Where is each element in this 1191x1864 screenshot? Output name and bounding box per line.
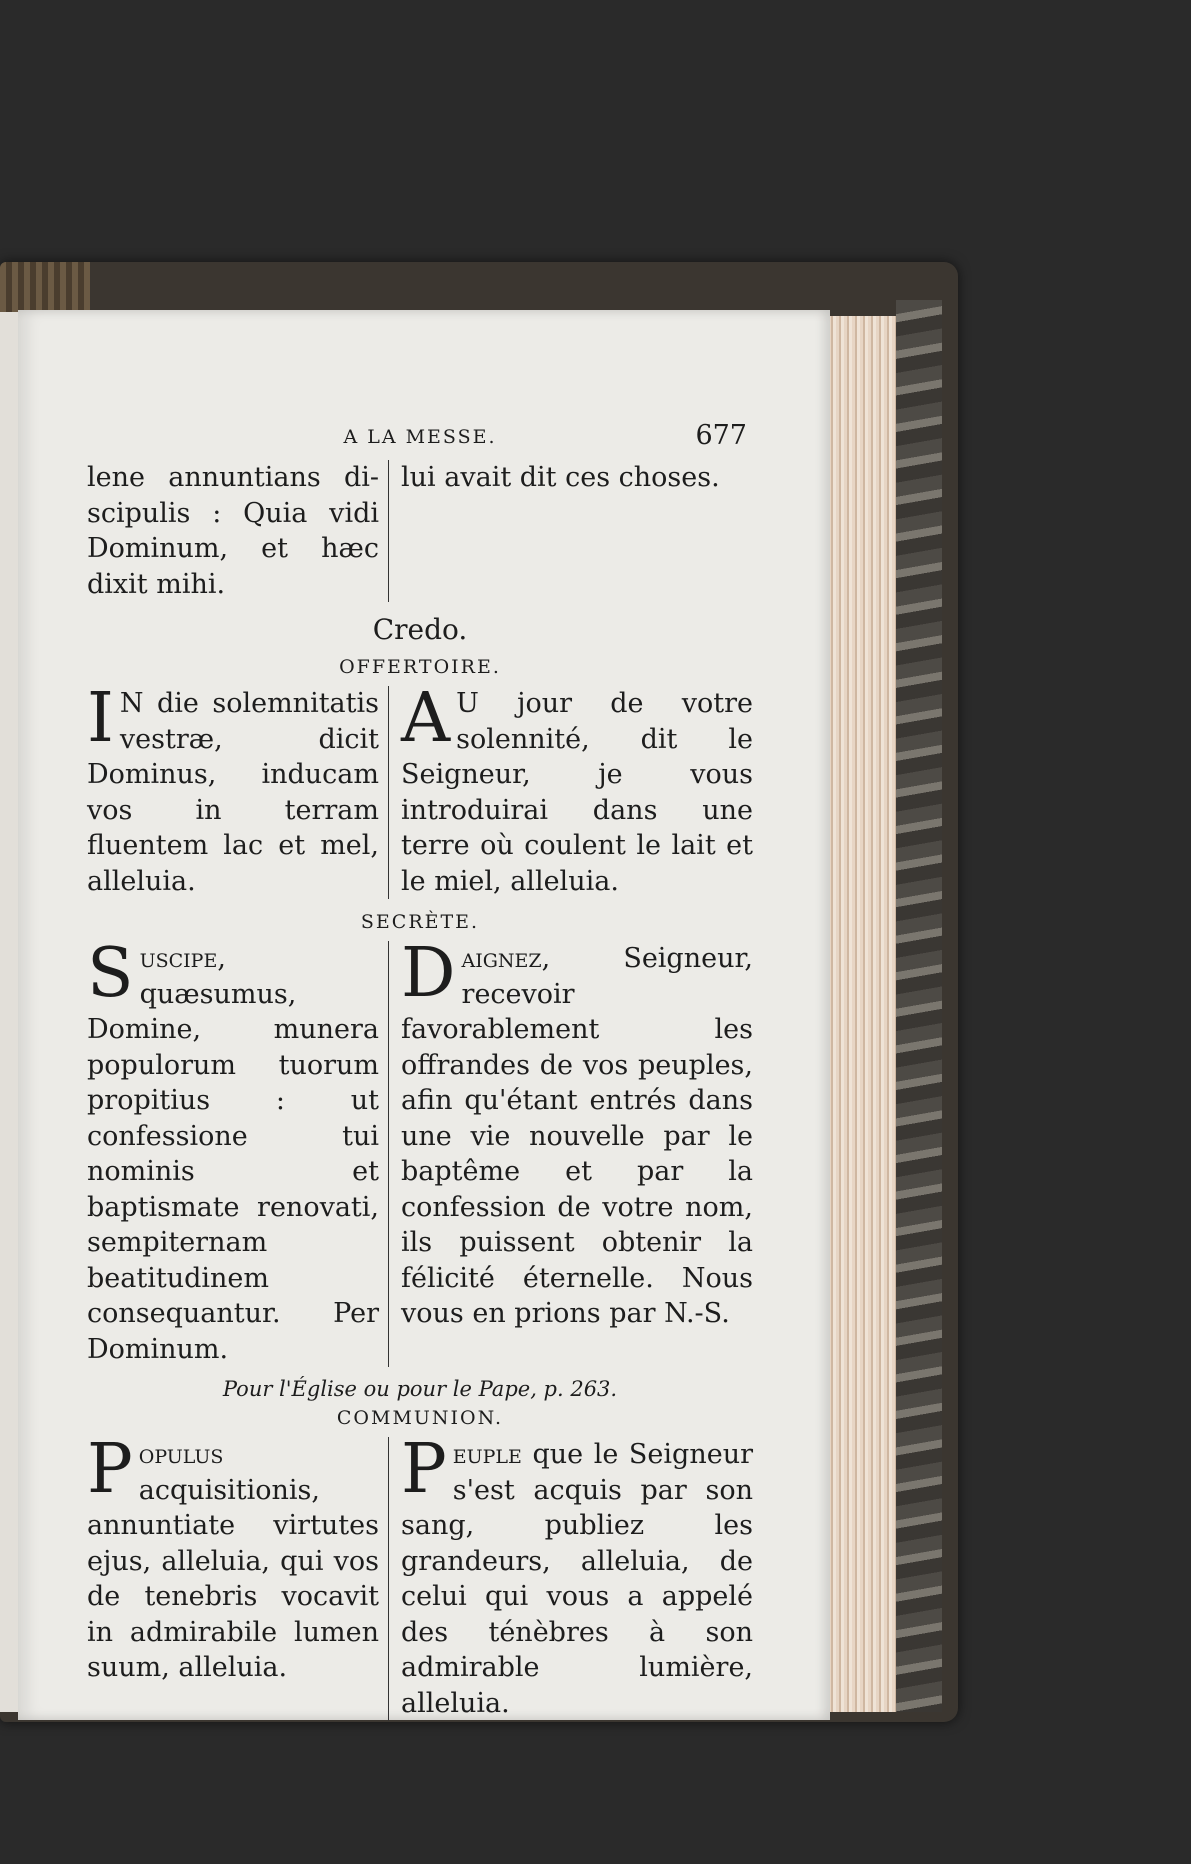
secrete-columns: [87, 934, 753, 1367]
rubric-note: Pour l'Église ou pour le Pape, p. 263.: [222, 1377, 618, 1401]
communion-latin: [87, 1430, 389, 1721]
offertoire-french: [389, 679, 753, 899]
facing-page-edge: [0, 312, 18, 1712]
paragraph-text: , Seigneur, recevoir favorablement les offrandes de vos peuples, afin qu'étant entrés dans une vie nouvelle par le baptême et par la confession de votre nom, ils puissent obtenir la félicité éternelle. Nous vous en prions par N.-S.: [401, 943, 753, 1329]
paragraph-text: die solemnitatis vestræ, dicit Dominus, inducam vos in terram fluentem lac et mel, alleluia.: [87, 688, 379, 897]
offertoire-columns: [87, 679, 753, 899]
top-latin: lene annuntians di-scipulis : Quia vidi Dominum, et hæc dixit mihi.: [87, 460, 389, 602]
communion-french: [389, 1430, 753, 1721]
offertoire-latin: [87, 679, 389, 899]
secrete-heading: SECRÈTE.: [360, 911, 480, 933]
credo-line: Credo.: [372, 613, 468, 646]
offertoire-heading: OFFERTOIRE.: [339, 656, 501, 678]
drop-cap: P: [401, 1430, 447, 1509]
running-header: [87, 420, 753, 460]
small-caps-word: opulus: [138, 1439, 224, 1470]
drop-cap: P: [87, 1430, 133, 1509]
small-caps-word: aignez: [461, 943, 542, 974]
drop-cap: S: [87, 934, 134, 1013]
paragraph-text: acquisitionis, annuntiate virtutes ejus, alleluia, qui vos de tenebris vocavit in admirabile lumen suum, alleluia.: [87, 1474, 379, 1683]
drop-cap: A: [401, 679, 451, 758]
secrete-french: [389, 934, 753, 1367]
paragraph-text: que le Seigneur s'est acquis par son sang, publiez les grandeurs, alleluia, de celui qui vous a appelé des ténèbres à son admirable lumière, alleluia.: [401, 1439, 753, 1719]
page-edges: [828, 316, 896, 1712]
secrete-latin: [87, 934, 389, 1367]
communion-heading: COMMUNION.: [336, 1407, 504, 1429]
header-title: A LA MESSE.: [343, 426, 497, 448]
page-text: [87, 420, 753, 1721]
paragraph-text: jour de votre solennité, dit le Seigneur, je vous introduirai dans une terre où coulent le lait et le miel, alleluia.: [401, 688, 753, 897]
small-caps-word: N: [119, 688, 144, 719]
small-caps-word: U: [456, 688, 479, 719]
drop-cap: I: [87, 679, 114, 758]
small-caps-word: uscipe: [139, 943, 218, 974]
small-caps-word: euple: [452, 1439, 522, 1470]
page-number: 677: [695, 420, 747, 451]
communion-columns: [87, 1430, 753, 1721]
marbled-edge: [896, 300, 942, 1712]
paragraph-text: , quæsumus, Domine, munera populorum tuorum propitius : ut confessione tui nominis et baptismate renovati, sempiternam beatitudinem consequantur. Per Dominum.: [87, 943, 379, 1365]
top-french: lui avait dit ces choses.: [401, 462, 720, 493]
drop-cap: D: [401, 934, 456, 1013]
top-columns: [87, 460, 753, 602]
